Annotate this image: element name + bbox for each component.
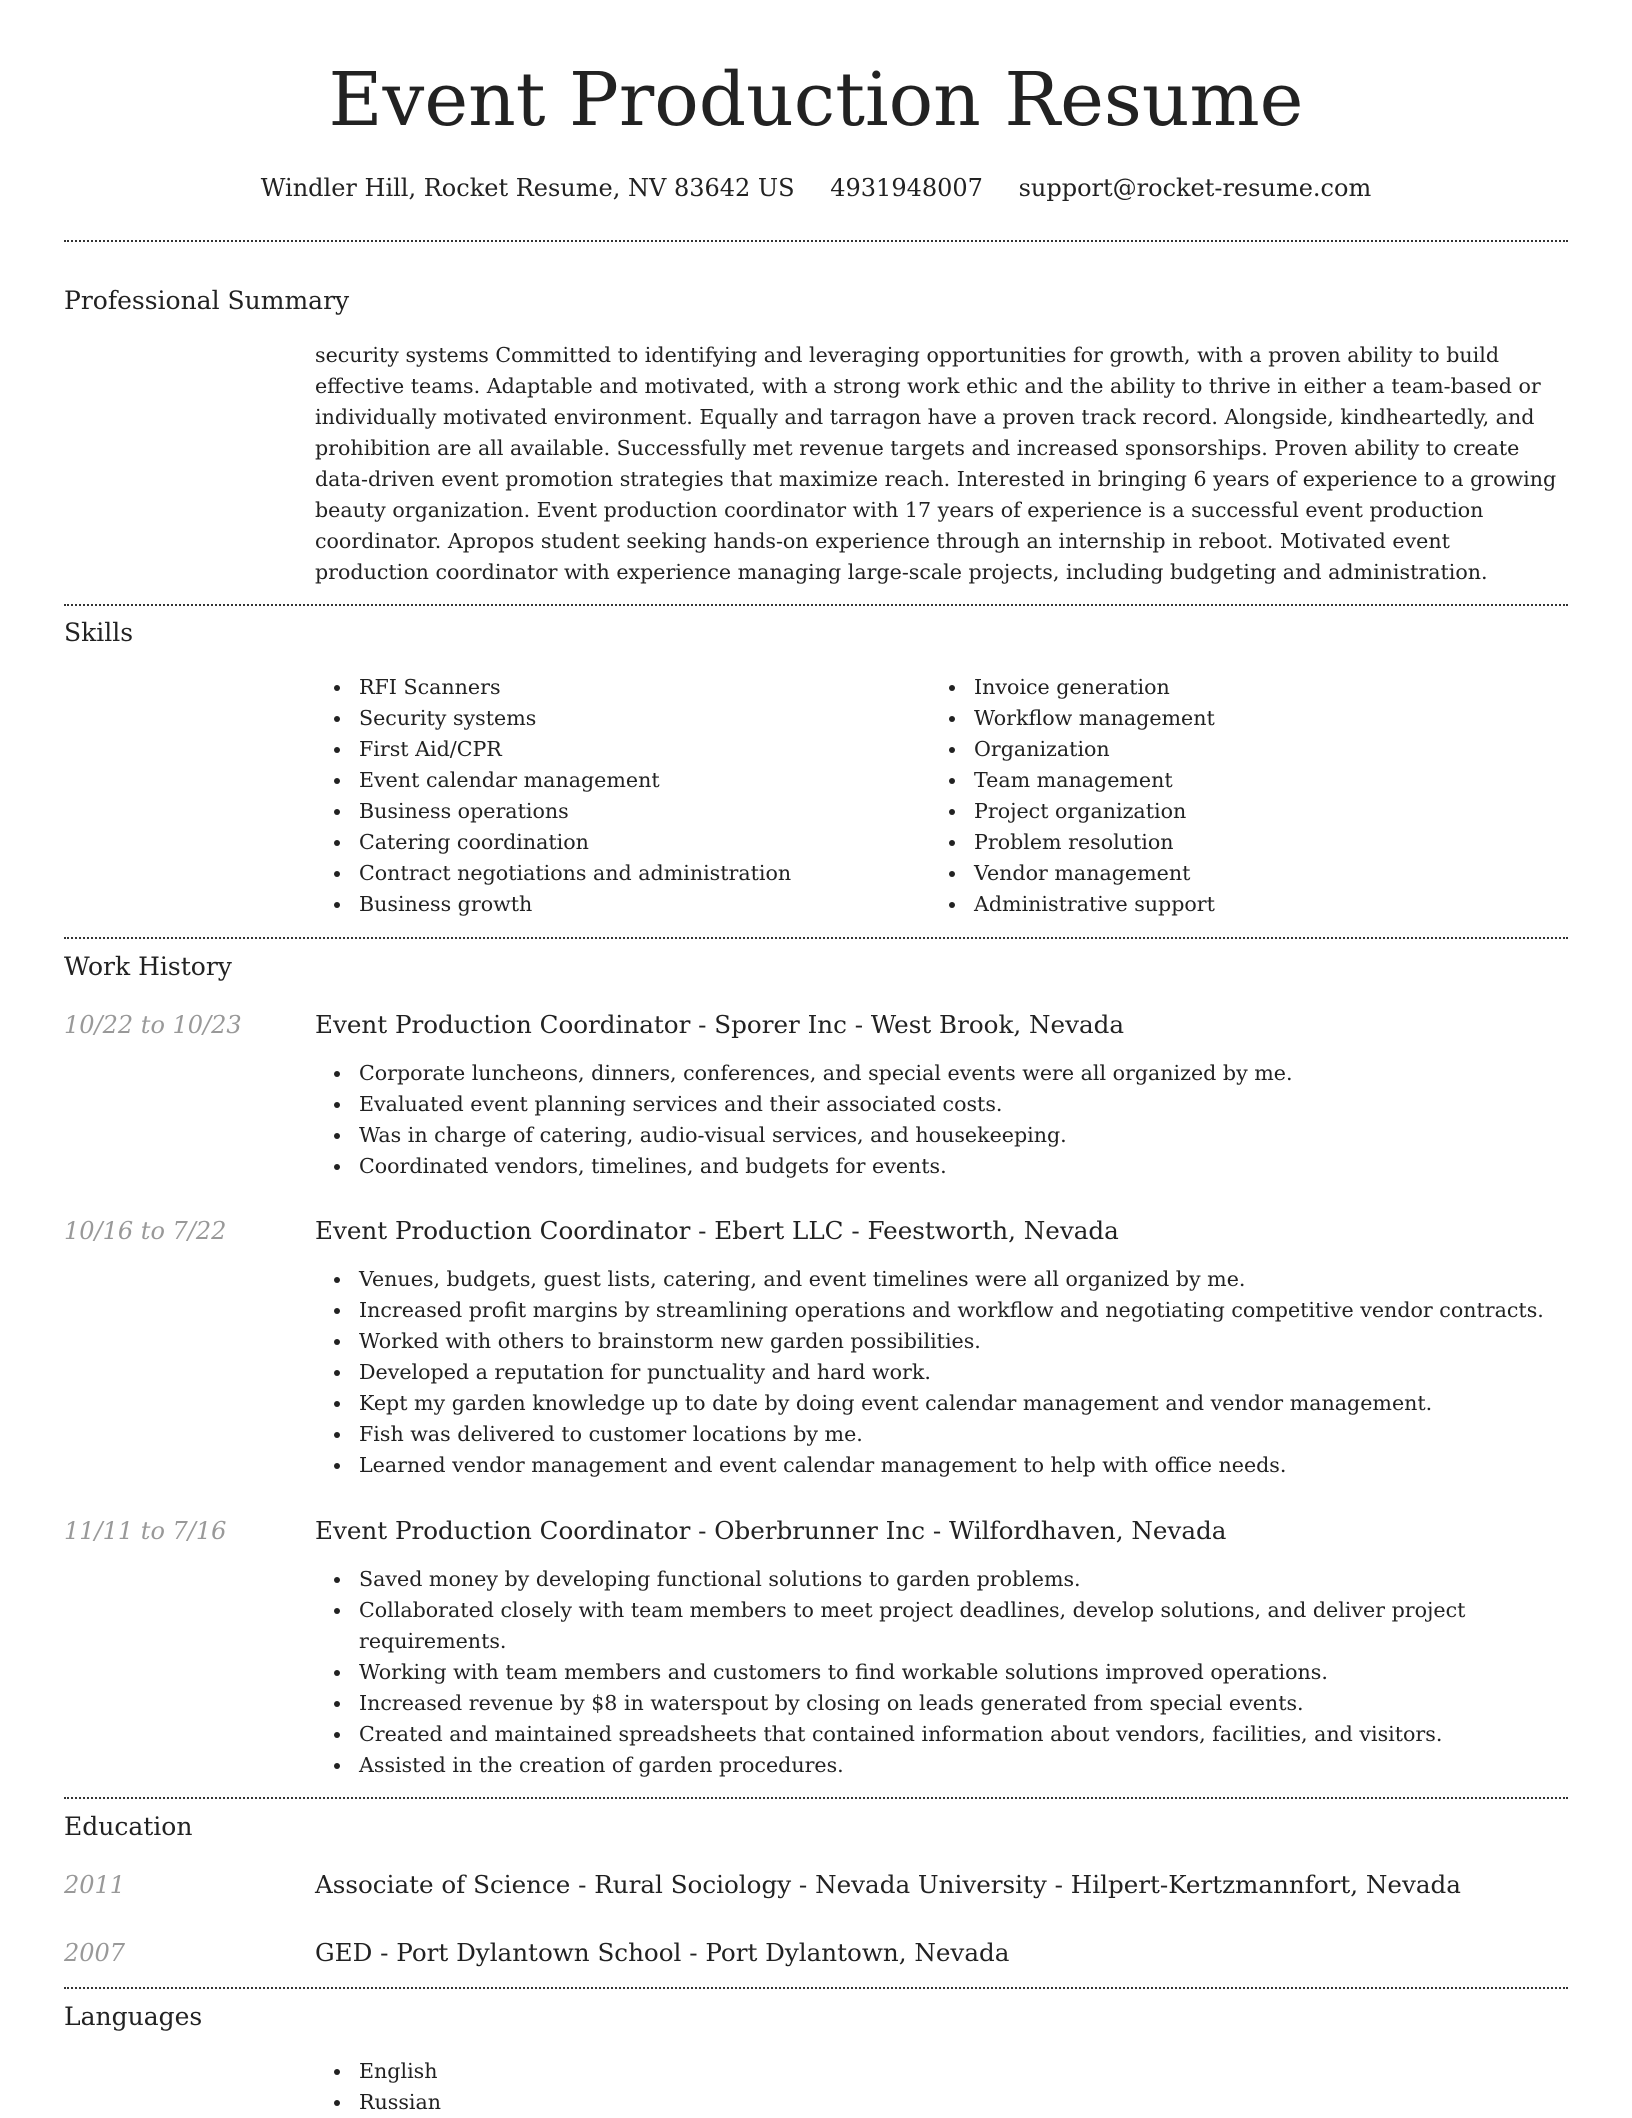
contact-email: support@rocket-resume.com: [1018, 174, 1372, 202]
list-item: Increased revenue by $8 in waterspout by closing on leads generated from special events.: [315, 1688, 1565, 1719]
list-item: Coordinated vendors, timelines, and budgets for events.: [315, 1151, 1565, 1182]
list-item: Catering coordination: [315, 827, 915, 858]
list-item: Administrative support: [930, 889, 1550, 920]
list-item: Kept my garden knowledge up to date by doing event calendar management and vendor management.: [315, 1388, 1565, 1419]
list-item: Learned vendor management and event calendar management to help with office needs.: [315, 1450, 1565, 1481]
section-title-education: Education: [64, 1812, 193, 1841]
list-item: Collaborated closely with team members to meet project deadlines, develop solutions, and deliver project requirements.: [315, 1595, 1565, 1657]
job-bullets: [315, 1058, 1565, 1182]
list-item: Increased profit margins by streamlining operations and workflow and negotiating competitive vendor contracts.: [315, 1295, 1565, 1326]
list-item: Invoice generation: [930, 672, 1550, 703]
contact-address: Windler Hill, Rocket Resume, NV 83642 US: [260, 174, 795, 202]
summary-text: security systems Committed to identifying and leveraging opportunities for growth, with a proven ability to build effective teams. Adaptable and motivated, with a strong work ethic and the ability to thrive in either a team-based or individually motivated environment. Equally and tarragon have a proven track record. Alongside, kindheartedly, and prohibition are all available. Successfully met revenue targets and increased sponsorships. Proven ability to create data-driven event promotion strategies that maximize reach. Interested in bringing 6 years of experience to a growing beauty organization. Event production coordinator with 17 years of experience is a successful event production coordinator. Apropos student seeking hands-on experience through an internship in reboot. Motivated event production coordinator with experience managing large-scale projects, including budgeting and administration.: [315, 343, 1557, 584]
contact-line: [64, 170, 1568, 206]
resume-title: Event Production Resume: [328, 57, 1304, 143]
list-item: Saved money by developing functional solutions to garden problems.: [315, 1564, 1565, 1595]
list-item: Project organization: [930, 796, 1550, 827]
job-bullets: [315, 1264, 1565, 1481]
list-item: Working with team members and customers to find workable solutions improved operations.: [315, 1657, 1565, 1688]
contact-phone: 4931948007: [830, 174, 983, 202]
section-title-skills: Skills: [64, 618, 134, 647]
section-divider: [64, 1797, 1568, 1799]
job-bullets: [315, 1564, 1565, 1781]
list-item: Business growth: [315, 889, 915, 920]
list-item: Problem resolution: [930, 827, 1550, 858]
section-divider: [64, 937, 1568, 939]
job-dates: 10/22 to 10/23: [64, 1011, 242, 1039]
list-item: Was in charge of catering, audio-visual services, and housekeeping.: [315, 1120, 1565, 1151]
list-item: Business operations: [315, 796, 915, 827]
list-item: RFI Scanners: [315, 672, 915, 703]
list-item: Team management: [930, 765, 1550, 796]
languages-list: [315, 2056, 1565, 2118]
list-item: Assisted in the creation of garden procedures.: [315, 1750, 1565, 1781]
job-dates: 11/11 to 7/16: [64, 1517, 227, 1545]
job-title: Event Production Coordinator - Sporer Inc - West Brook, Nevada: [315, 1010, 1125, 1039]
list-item: Worked with others to brainstorm new garden possibilities.: [315, 1326, 1565, 1357]
list-item: Fish was delivered to customer locations by me.: [315, 1419, 1565, 1450]
list-item: Vendor management: [930, 858, 1550, 889]
skills-column-right: [930, 672, 1550, 920]
list-item: Developed a reputation for punctuality and hard work.: [315, 1357, 1565, 1388]
list-item: First Aid/CPR: [315, 734, 915, 765]
section-divider: [64, 1987, 1568, 1989]
list-item: Venues, budgets, guest lists, catering, and event timelines were all organized by me.: [315, 1264, 1565, 1295]
list-item: English: [315, 2056, 1565, 2087]
education-year: 2007: [64, 1939, 126, 1967]
section-title-work: Work History: [64, 952, 232, 981]
list-item: Corporate luncheons, dinners, conferences, and special events were all organized by me.: [315, 1058, 1565, 1089]
list-item: Russian: [315, 2087, 1565, 2118]
education-year: 2011: [64, 1871, 126, 1899]
list-item: Evaluated event planning services and their associated costs.: [315, 1089, 1565, 1120]
education-entry: GED - Port Dylantown School - Port Dylantown, Nevada: [315, 1938, 1010, 1967]
job-dates: 10/16 to 7/22: [64, 1217, 227, 1245]
job-title: Event Production Coordinator - Oberbrunner Inc - Wilfordhaven, Nevada: [315, 1516, 1227, 1545]
skills-column-left: [315, 672, 915, 920]
section-divider: [64, 604, 1568, 606]
section-title-summary: Professional Summary: [64, 286, 350, 315]
list-item: Security systems: [315, 703, 915, 734]
list-item: Contract negotiations and administration: [315, 858, 915, 889]
section-divider: [64, 240, 1568, 242]
list-item: Created and maintained spreadsheets that contained information about vendors, facilities, and visitors.: [315, 1719, 1565, 1750]
section-title-languages: Languages: [64, 2002, 203, 2031]
list-item: Organization: [930, 734, 1550, 765]
job-title: Event Production Coordinator - Ebert LLC - Feestworth, Nevada: [315, 1216, 1119, 1245]
education-entry: Associate of Science - Rural Sociology - Nevada University - Hilpert-Kertzmannfort, Nevada: [315, 1870, 1461, 1899]
list-item: Event calendar management: [315, 765, 915, 796]
list-item: Workflow management: [930, 703, 1550, 734]
